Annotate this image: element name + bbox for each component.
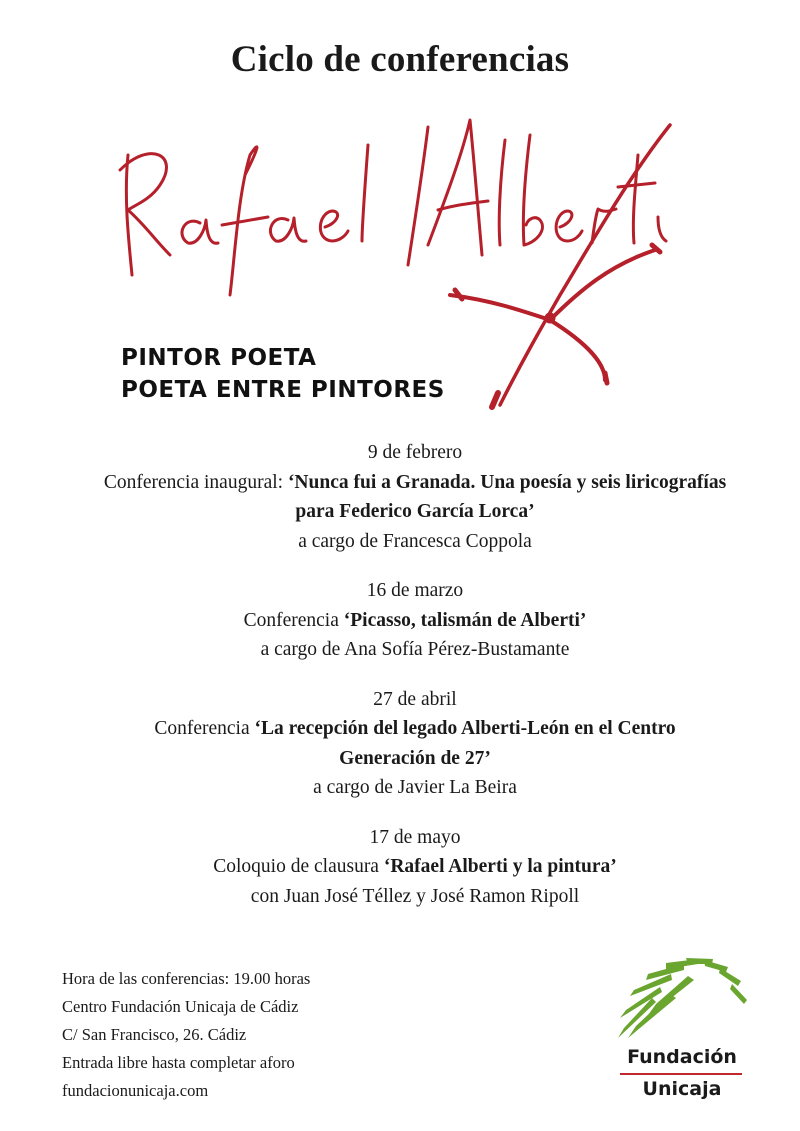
event-date: 16 de marzo — [366, 580, 464, 601]
event-date: 17 de mayo — [369, 826, 461, 848]
event-item — [60, 685, 770, 803]
event-prefix: Conferencia inaugural: — [103, 471, 288, 493]
logo-text-fundacion: Fundación — [627, 1046, 737, 1068]
footer-venue: Centro Fundación Unicaja de Cádiz — [62, 997, 299, 1016]
event-title: ‘Nunca fui a Granada. Una poesía y seis liricografías para Federico García Lorca’ — [287, 471, 727, 522]
subtitle-line-2: POETA ENTRE PINTORES — [121, 377, 445, 403]
event-prefix: Conferencia — [243, 609, 344, 631]
event-item — [60, 438, 770, 556]
event-speaker: a cargo de Javier La Beira — [313, 777, 517, 798]
event-title: ‘La recepción del legado Alberti-León en el Centro Generación de 27’ — [254, 718, 676, 769]
footer-entry: Entrada libre hasta completar aforo — [62, 1053, 295, 1072]
event-speaker: a cargo de Francesca Coppola — [298, 530, 532, 552]
event-item — [60, 823, 770, 912]
logo-divider — [620, 1073, 742, 1075]
event-title: ‘Rafael Alberti y la pintura’ — [383, 856, 617, 877]
event-date: 9 de febrero — [367, 442, 463, 463]
event-description — [60, 468, 770, 527]
logo-text-unicaja: Unicaja — [642, 1078, 722, 1100]
subtitle-line-1: PINTOR POETA — [121, 345, 317, 371]
event-description — [60, 606, 770, 636]
footer-address: C/ San Francisco, 26. Cádiz — [62, 1025, 247, 1044]
footer-website: fundacionunicaja.com — [62, 1081, 209, 1100]
subtitle — [121, 342, 445, 406]
event-date: 27 de abril — [373, 688, 457, 710]
fundacion-unicaja-logo — [602, 958, 762, 1108]
events-list — [60, 438, 770, 931]
footer-info — [62, 965, 310, 1105]
event-item — [60, 576, 770, 665]
unicaja-fan-icon — [616, 958, 748, 1040]
event-speaker: con Juan José Téllez y José Ramon Ripoll — [250, 885, 580, 907]
page-title: Ciclo de conferencias — [230, 39, 570, 80]
event-description — [60, 714, 770, 773]
event-description — [60, 852, 770, 882]
event-speaker: a cargo de Ana Sofía Pérez-Bustamante — [260, 639, 570, 660]
event-prefix: Conferencia — [154, 718, 255, 739]
event-title: ‘Picasso, talismán de Alberti’ — [343, 609, 587, 631]
footer-hours: Hora de las conferencias: 19.00 horas — [62, 969, 311, 988]
event-prefix: Coloquio de clausura — [213, 856, 384, 877]
